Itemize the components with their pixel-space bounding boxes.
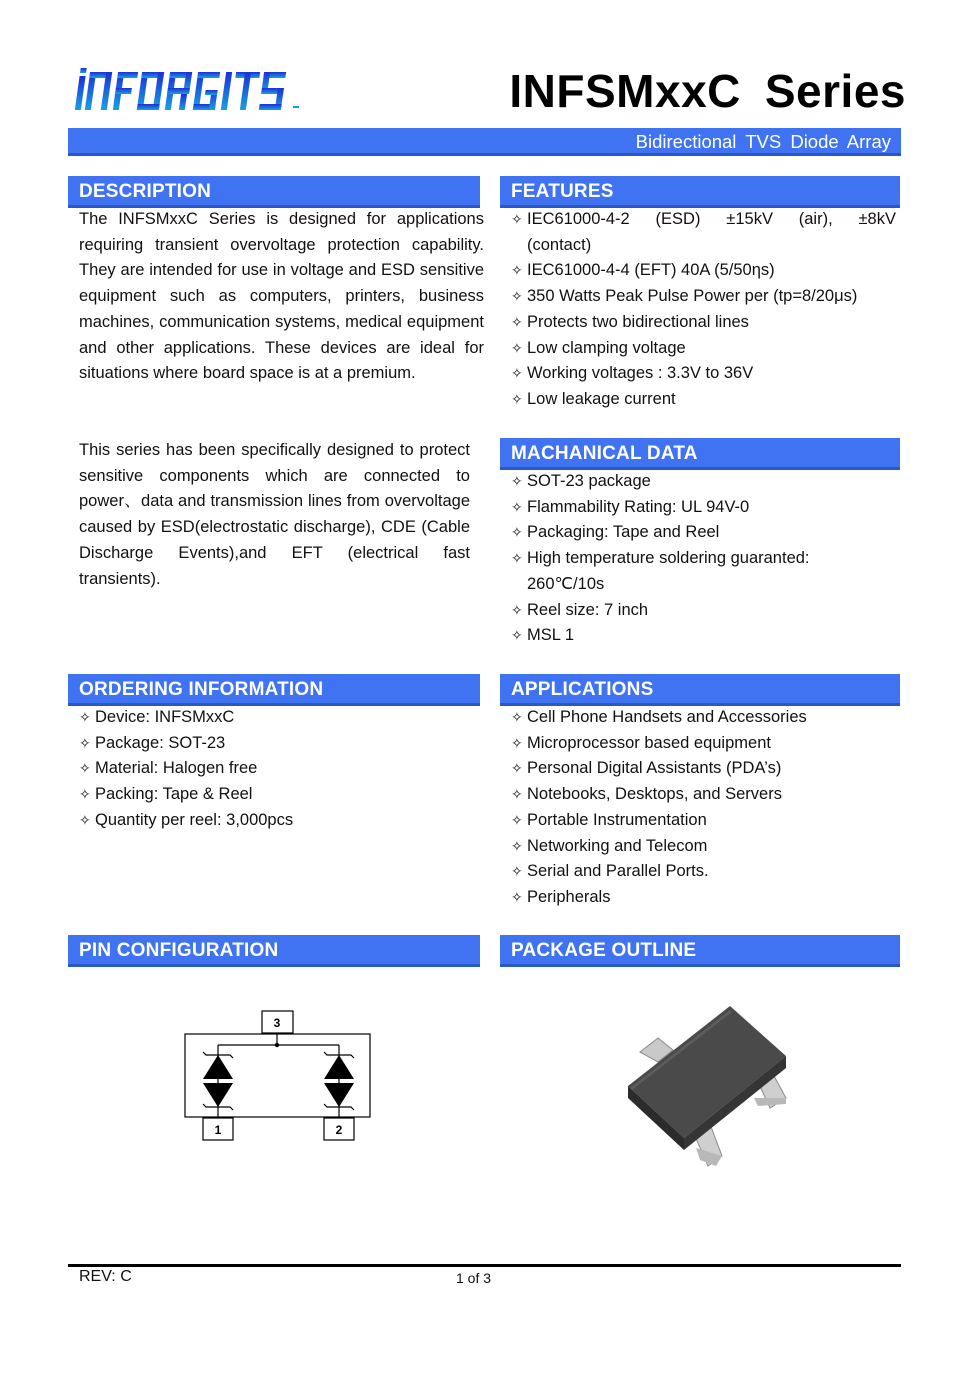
list-item: ✧ Quantity per reel: 3,000pcs [79,808,479,834]
list-item: ✧ Packing: Tape & Reel [79,782,479,808]
pin-configuration-diagram [180,1008,375,1148]
features-list [511,207,896,413]
description-paragraph-1: The INFSMxxC Series is designed for applications requiring transient overvoltage protection capability. They are intended for use in voltage and ESD sensitive equipment such as computers, printers, business machines, communication systems, medical equipment and other applications. These devices are ideal for situations where board space is at a premium. [79,210,484,383]
list-item: ✧ Personal Digital Assistants (PDA’s) [511,756,896,782]
list-item: ✧ Flammability Rating: UL 94V-0 [511,495,896,521]
diode-left-lower-icon [203,1083,233,1107]
features-heading: FEATURES [500,176,900,208]
list-item: ✧ Packaging: Tape and Reel [511,520,896,546]
list-item: ✧ Networking and Telecom [511,834,896,860]
list-item: ✧ Cell Phone Handsets and Accessories [511,705,896,731]
list-item: ✧ 350 Watts Peak Pulse Power per (tp=8/20μs) [511,284,896,310]
applications-heading: APPLICATIONS [500,674,900,706]
list-item: ✧ Low leakage current [511,387,896,413]
list-item: ✧ Device: INFSMxxC [79,705,479,731]
list-item: ✧ Portable Instrumentation [511,808,896,834]
description-heading: DESCRIPTION [68,176,480,208]
list-item: ✧ Working voltages : 3.3V to 36V [511,361,896,387]
list-item: ✧ Package: SOT-23 [79,731,479,757]
esd-spec-line [527,207,896,233]
page-number: 1 of 3 [456,1270,492,1286]
list-item: ✧ Material: Halogen free [79,756,479,782]
list-item: ✧ Reel size: 7 inch [511,598,896,624]
pin-2-label: 2 [335,1123,343,1137]
esd-spec-part: ±8kV [858,210,896,228]
list-item [511,546,896,597]
list-item: ✧ SOT-23 package [511,469,896,495]
junction-dot [275,1043,279,1047]
diode-right-lower-icon [324,1083,354,1107]
esd-spec-part: ±15kV [726,210,773,228]
soldering-line-2: 260℃/10s [527,574,605,593]
ordering-list [79,705,479,834]
soldering-line-1: High temperature soldering guaranted: [527,549,810,568]
company-logo [75,66,305,116]
esd-spec-part: ✧ IEC61000-4-2 [527,210,630,228]
esd-spec-part: (ESD) [655,210,701,228]
esd-spec-continuation: (contact) [527,235,592,254]
footer-rule [68,1264,901,1267]
pin-3-label: 3 [273,1016,281,1030]
subtitle-bar [68,128,901,156]
description-paragraph-2: This series has been specifically designed to protect sensitive components which are connected to power、data and transmission lines from overvoltage caused by ESD(electrostatic discharge), CDE (Cable Discharge Events),and EFT (electrical fast transients). [79,441,470,588]
package-outline-heading: PACKAGE OUTLINE [500,935,900,967]
diode-right-upper-icon [324,1055,354,1079]
list-item: ✧ Low clamping voltage [511,336,896,362]
applications-list [511,705,896,911]
list-item [511,207,896,258]
title-part-series: Series [764,65,906,117]
revision-label: REV: C [79,1268,132,1285]
ordering-heading: ORDERING INFORMATION [68,674,480,706]
sot23-package-image [618,998,798,1178]
pin-1-label: 1 [214,1123,222,1137]
diode-left-upper-icon [203,1055,233,1079]
mechanical-list [511,469,896,649]
document-title [509,64,906,118]
pin-config-heading: PIN CONFIGURATION [68,935,480,967]
list-item: ✧ Serial and Parallel Ports. [511,859,896,885]
list-item: ✧ Protects two bidirectional lines [511,310,896,336]
list-item: ✧ Peripherals [511,885,896,911]
list-item: ✧ Microprocessor based equipment [511,731,896,757]
esd-spec-part: (air), [798,210,833,228]
mechanical-heading: MACHANICAL DATA [500,438,900,470]
title-part-model: INFSMxxC [509,65,741,117]
list-item: ✧ IEC61000-4-4 (EFT) 40A (5/50ηs) [511,258,896,284]
subtitle-text: Bidirectional TVS Diode Array [635,131,891,152]
list-item: ✧ MSL 1 [511,623,896,649]
list-item: ✧ Notebooks, Desktops, and Servers [511,782,896,808]
